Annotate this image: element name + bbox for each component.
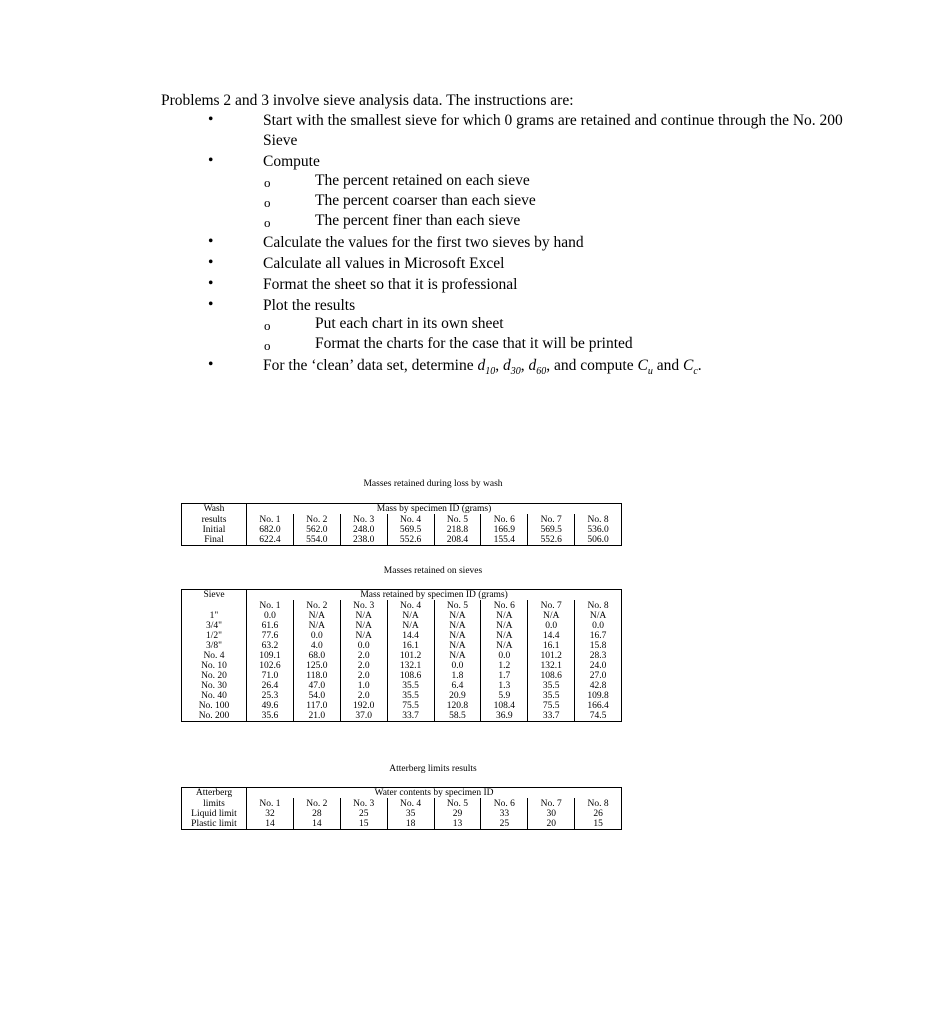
- sieve-group-header: Mass retained by specimen ID (grams): [247, 590, 622, 601]
- cell: 75.5: [387, 701, 434, 711]
- cc-sub: c: [693, 366, 698, 378]
- bullet-plot: Plot the results: [263, 297, 356, 314]
- cell: 14: [247, 819, 294, 830]
- table-row: [182, 535, 622, 546]
- specimen-header: No. 1: [247, 798, 294, 809]
- row-label: No. 4: [182, 651, 247, 661]
- cu-symbol: C: [637, 357, 648, 374]
- circle-marker: o: [264, 175, 271, 190]
- cell: 25: [481, 819, 528, 830]
- bullet-marker: •: [208, 356, 214, 373]
- plot-item: Put each chart in its own sheet: [315, 315, 504, 332]
- d30-sub: 30: [510, 366, 521, 378]
- cell: 238.0: [340, 535, 387, 546]
- row-label: No. 40: [182, 691, 247, 701]
- cell: 6.4: [434, 681, 481, 691]
- cell: 0.0: [247, 611, 294, 621]
- cell: N/A: [481, 641, 528, 651]
- cell: 28.3: [575, 651, 622, 661]
- cell: 2.0: [340, 691, 387, 701]
- cell: 5.9: [481, 691, 528, 701]
- table-row: [182, 631, 622, 641]
- specimen-header: No. 3: [340, 514, 387, 525]
- bullet-clean: For the ‘clean’ data set, determine $d_{10}$, $d_{30}$, $d_{60}$, and compute $C_u$ and $C_c$.: [263, 357, 702, 378]
- cell: 569.5: [387, 525, 434, 535]
- cell: 14.4: [528, 631, 575, 641]
- cell: N/A: [293, 621, 340, 631]
- cell: 47.0: [293, 681, 340, 691]
- compute-item: The percent finer than each sieve: [315, 212, 521, 229]
- cell: N/A: [481, 631, 528, 641]
- table-row: [182, 661, 622, 671]
- cell: 61.6: [247, 621, 294, 631]
- specimen-header: No. 4: [387, 600, 434, 611]
- cell: 108.6: [387, 671, 434, 681]
- cell: N/A: [481, 621, 528, 631]
- table-row: [182, 621, 622, 631]
- cell: 552.6: [528, 535, 575, 546]
- cell: 14: [293, 819, 340, 830]
- cell: 155.4: [481, 535, 528, 546]
- cell: 75.5: [528, 701, 575, 711]
- cell: 35.5: [387, 681, 434, 691]
- clean-mid: , and compute: [546, 357, 638, 374]
- specimen-header: No. 2: [293, 600, 340, 611]
- cell: 32: [247, 809, 294, 819]
- cell: 562.0: [293, 525, 340, 535]
- specimen-header: No. 5: [434, 514, 481, 525]
- cell: 218.8: [434, 525, 481, 535]
- bullet-start: Start with the smallest sieve for which 0 grams are retained and continue through the No. 200 Sieve: [263, 112, 843, 149]
- cell: 16.1: [387, 641, 434, 651]
- row-label: No. 30: [182, 681, 247, 691]
- cell: 125.0: [293, 661, 340, 671]
- cell: 132.1: [387, 661, 434, 671]
- cell: 102.6: [247, 661, 294, 671]
- cell: 248.0: [340, 525, 387, 535]
- cell: 0.0: [481, 651, 528, 661]
- cell: 18: [387, 819, 434, 830]
- table-row: [182, 671, 622, 681]
- cell: 192.0: [340, 701, 387, 711]
- atterberg-table: [181, 787, 622, 830]
- cell: 35: [387, 809, 434, 819]
- specimen-header: No. 3: [340, 798, 387, 809]
- table-row: [182, 651, 622, 661]
- cell: 1.3: [481, 681, 528, 691]
- circle-marker: o: [264, 318, 271, 333]
- cell: 0.0: [340, 641, 387, 651]
- cell: 2.0: [340, 661, 387, 671]
- sieve-table-title: Masses retained on sieves: [383, 566, 483, 576]
- cell: 37.0: [340, 711, 387, 722]
- cell: 0.0: [575, 621, 622, 631]
- cell: 109.8: [575, 691, 622, 701]
- cell: 101.2: [387, 651, 434, 661]
- bullet-excel: Calculate all values in Microsoft Excel: [263, 255, 505, 272]
- cell: 30: [528, 809, 575, 819]
- row-label: Liquid limit: [182, 809, 247, 819]
- cell: N/A: [575, 611, 622, 621]
- d30-symbol: d: [502, 357, 511, 374]
- blank-cell: [182, 600, 247, 611]
- specimen-header: No. 7: [528, 600, 575, 611]
- wash-group-header: Mass by specimen ID (grams): [247, 504, 622, 515]
- bullet-hand: Calculate the values for the first two sieves by hand: [263, 234, 584, 251]
- specimen-header: No. 2: [293, 798, 340, 809]
- table-row: [182, 711, 622, 722]
- cell: 74.5: [575, 711, 622, 722]
- specimen-header: No. 1: [247, 514, 294, 525]
- cell: 29: [434, 809, 481, 819]
- specimen-header: No. 5: [434, 600, 481, 611]
- specimen-header: No. 2: [293, 514, 340, 525]
- cell: 20: [528, 819, 575, 830]
- table-row: [182, 681, 622, 691]
- bullet-format: Format the sheet so that it is professional: [263, 276, 518, 293]
- d10-sub: 10: [485, 366, 496, 378]
- specimen-header: No. 6: [481, 600, 528, 611]
- bullet-marker: •: [208, 275, 214, 292]
- cell: 2.0: [340, 671, 387, 681]
- cell: 58.5: [434, 711, 481, 722]
- bullet-marker: •: [208, 254, 214, 271]
- wash-table: [181, 503, 622, 546]
- cell: 25: [340, 809, 387, 819]
- cc-symbol: C: [682, 357, 694, 374]
- cell: 117.0: [293, 701, 340, 711]
- specimen-header: No. 5: [434, 798, 481, 809]
- cell: 33.7: [528, 711, 575, 722]
- cell: 20.9: [434, 691, 481, 701]
- row-label: No. 200: [182, 711, 247, 722]
- cell: 552.6: [387, 535, 434, 546]
- row-label: No. 10: [182, 661, 247, 671]
- cell: 54.0: [293, 691, 340, 701]
- cell: 28: [293, 809, 340, 819]
- cell: 554.0: [293, 535, 340, 546]
- cell: 2.0: [340, 651, 387, 661]
- table-row: [182, 691, 622, 701]
- wash-header: Wash: [182, 504, 247, 515]
- cell: N/A: [481, 611, 528, 621]
- cell: 13: [434, 819, 481, 830]
- wash-table-title: Masses retained during loss by wash: [363, 479, 503, 489]
- cell: 36.9: [481, 711, 528, 722]
- d10-symbol: d: [477, 357, 486, 374]
- cell: 35.5: [528, 681, 575, 691]
- cell: 166.4: [575, 701, 622, 711]
- cell: 108.4: [481, 701, 528, 711]
- cell: 101.2: [528, 651, 575, 661]
- cell: N/A: [434, 631, 481, 641]
- table-row: [182, 611, 622, 621]
- cell: 120.8: [434, 701, 481, 711]
- cell: 24.0: [575, 661, 622, 671]
- cell: 0.0: [528, 621, 575, 631]
- cell: 208.4: [434, 535, 481, 546]
- cell: 108.6: [528, 671, 575, 681]
- row-label: 3/4": [182, 621, 247, 631]
- table-row: [182, 641, 622, 651]
- specimen-header: No. 4: [387, 514, 434, 525]
- cell: 118.0: [293, 671, 340, 681]
- cell: 109.1: [247, 651, 294, 661]
- row-label: 1/2": [182, 631, 247, 641]
- cell: N/A: [387, 621, 434, 631]
- cell: 166.9: [481, 525, 528, 535]
- cell: 14.4: [387, 631, 434, 641]
- cell: N/A: [434, 641, 481, 651]
- bullet-marker: •: [208, 111, 214, 128]
- table-row: [182, 819, 622, 830]
- table-row: [182, 525, 622, 535]
- cell: 1.7: [481, 671, 528, 681]
- clean-and: and: [652, 357, 683, 374]
- cell: 16.7: [575, 631, 622, 641]
- compute-item: The percent coarser than each sieve: [315, 192, 536, 209]
- cell: N/A: [387, 611, 434, 621]
- sieve-table: [181, 589, 622, 722]
- atterberg-header: Atterberg: [182, 788, 247, 799]
- cell: 16.1: [528, 641, 575, 651]
- cell: N/A: [434, 651, 481, 661]
- row-label: No. 20: [182, 671, 247, 681]
- specimen-header: No. 6: [481, 798, 528, 809]
- row-label: 3/8": [182, 641, 247, 651]
- cell: 506.0: [575, 535, 622, 546]
- cell: 77.6: [247, 631, 294, 641]
- cell: 1.0: [340, 681, 387, 691]
- cell: 25.3: [247, 691, 294, 701]
- cell: 71.0: [247, 671, 294, 681]
- cell: 1.2: [481, 661, 528, 671]
- cell: 21.0: [293, 711, 340, 722]
- clean-end: .: [697, 357, 702, 374]
- specimen-header: No. 4: [387, 798, 434, 809]
- row-label: Plastic limit: [182, 819, 247, 830]
- cell: 682.0: [247, 525, 294, 535]
- specimen-header: No. 6: [481, 514, 528, 525]
- intro-text: Problems 2 and 3 involve sieve analysis data. The instructions are:: [161, 92, 574, 109]
- circle-marker: o: [264, 195, 271, 210]
- specimen-header: No. 8: [575, 514, 622, 525]
- specimen-header: No. 3: [340, 600, 387, 611]
- specimen-header: No. 8: [575, 600, 622, 611]
- cell: 27.0: [575, 671, 622, 681]
- cell: 68.0: [293, 651, 340, 661]
- cell: 0.0: [293, 631, 340, 641]
- row-label: Initial: [182, 525, 247, 535]
- cell: 49.6: [247, 701, 294, 711]
- cell: 1.8: [434, 671, 481, 681]
- atterberg-table-title: Atterberg limits results: [389, 764, 477, 774]
- cell: 33.7: [387, 711, 434, 722]
- atterberg-header: limits: [182, 798, 247, 809]
- cell: 26.4: [247, 681, 294, 691]
- specimen-header: No. 1: [247, 600, 294, 611]
- cell: 26: [575, 809, 622, 819]
- row-label: 1": [182, 611, 247, 621]
- circle-marker: o: [264, 215, 271, 230]
- clean-prefix: For the ‘clean’ data set, determine: [263, 357, 478, 374]
- specimen-header: No. 7: [528, 798, 575, 809]
- bullet-compute: Compute: [263, 153, 320, 170]
- cu-sub: u: [647, 366, 653, 378]
- sieve-header: Sieve: [182, 590, 247, 601]
- bullet-marker: •: [208, 296, 214, 313]
- cell: 569.5: [528, 525, 575, 535]
- cell: 42.8: [575, 681, 622, 691]
- cell: N/A: [340, 621, 387, 631]
- table-row: [182, 701, 622, 711]
- row-label: No. 100: [182, 701, 247, 711]
- specimen-header: No. 8: [575, 798, 622, 809]
- bullet-marker: •: [208, 233, 214, 250]
- cell: N/A: [340, 611, 387, 621]
- atterberg-group-header: Water contents by specimen ID: [247, 788, 622, 799]
- cell: 33: [481, 809, 528, 819]
- cell: 132.1: [528, 661, 575, 671]
- cell: 15: [340, 819, 387, 830]
- compute-item: The percent retained on each sieve: [315, 172, 530, 189]
- bullet-marker: •: [208, 152, 214, 169]
- cell: 35.5: [528, 691, 575, 701]
- d60-sub: 60: [536, 366, 547, 378]
- cell: 35.6: [247, 711, 294, 722]
- d60-symbol: d: [528, 357, 537, 374]
- cell: 622.4: [247, 535, 294, 546]
- cell: 0.0: [434, 661, 481, 671]
- cell: 536.0: [575, 525, 622, 535]
- plot-item: Format the charts for the case that it will be printed: [315, 335, 633, 352]
- circle-marker: o: [264, 338, 271, 353]
- cell: 35.5: [387, 691, 434, 701]
- cell: 63.2: [247, 641, 294, 651]
- cell: N/A: [293, 611, 340, 621]
- specimen-header: No. 7: [528, 514, 575, 525]
- cell: N/A: [528, 611, 575, 621]
- cell: 15: [575, 819, 622, 830]
- table-row: [182, 809, 622, 819]
- cell: N/A: [434, 611, 481, 621]
- cell: 4.0: [293, 641, 340, 651]
- cell: 15.8: [575, 641, 622, 651]
- wash-header: results: [182, 514, 247, 525]
- row-label: Final: [182, 535, 247, 546]
- cell: N/A: [340, 631, 387, 641]
- cell: N/A: [434, 621, 481, 631]
